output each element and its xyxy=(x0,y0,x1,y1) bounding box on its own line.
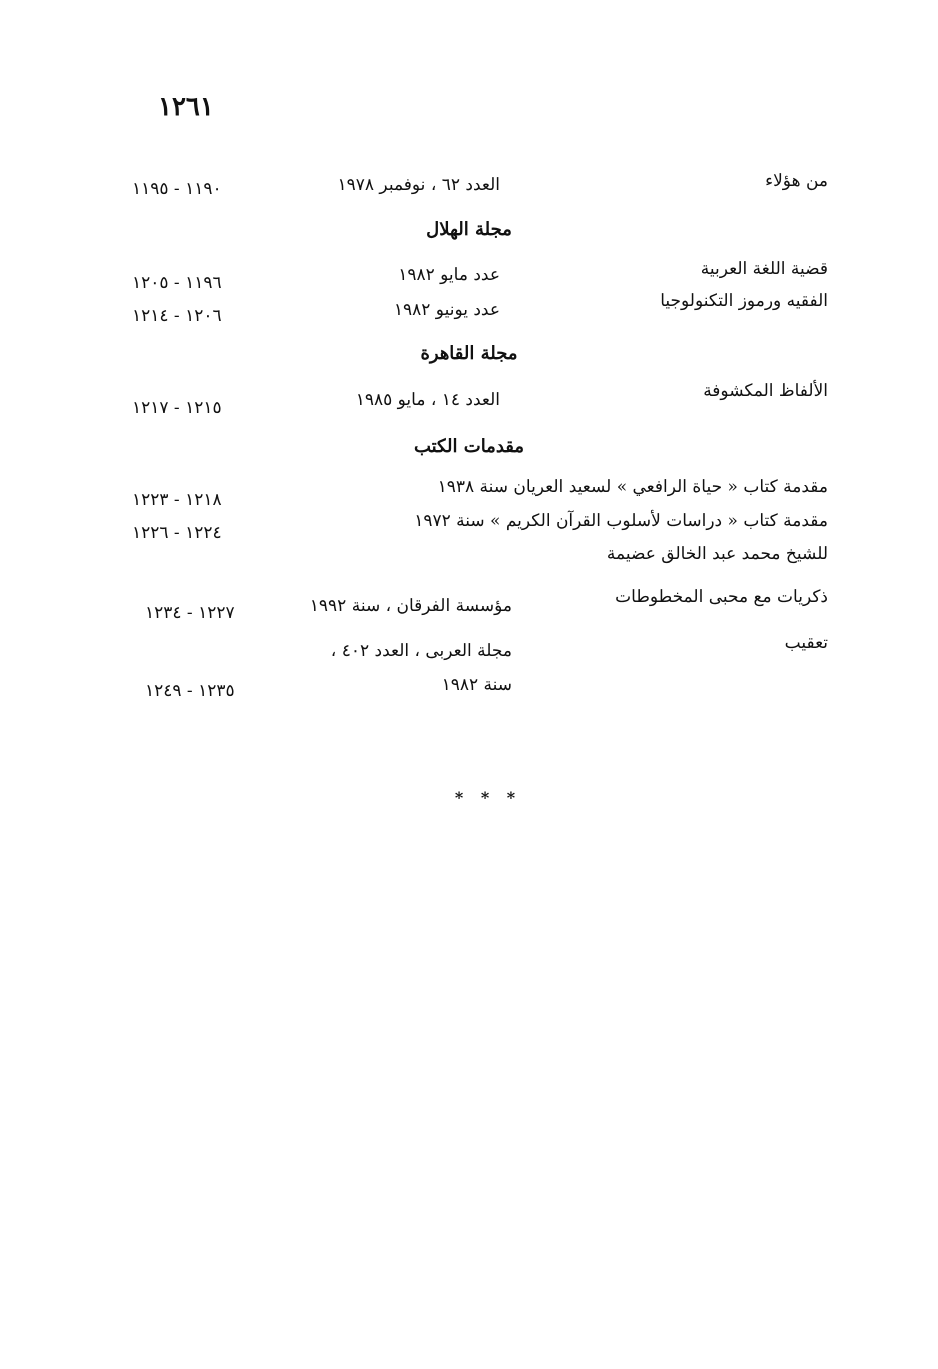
entry-source-continued: سنة ١٩٨٢ xyxy=(441,675,512,695)
intro-entry: مقدمة كتاب « حياة الرافعي » لسعيد العريان سنة ١٩٣٨ xyxy=(437,477,828,497)
entry-title: قضية اللغة العربية xyxy=(700,259,828,279)
entry-pages: ١٢٣٥ - ١٢٤٩ xyxy=(145,681,235,701)
entry-title: الفقيه ورموز التكنولوجيا xyxy=(660,291,828,311)
entry-title: الألفاظ المكشوفة xyxy=(703,381,828,401)
entry-pages: ١٢١٥ - ١٢١٧ xyxy=(132,398,222,418)
section-heading-cairo: مجلة القاهرة xyxy=(420,343,518,364)
entry-pages: ١١٩٦ - ١٢٠٥ xyxy=(132,273,222,293)
entry-source: العدد ١٤ ، مايو ١٩٨٥ xyxy=(355,390,500,410)
entry-source: عدد يونيو ١٩٨٢ xyxy=(393,300,500,320)
entry-pages: ١١٩٠ - ١١٩٥ xyxy=(132,179,222,199)
intro-entry-continued: للشيخ محمد عبد الخالق عضيمة xyxy=(606,544,828,564)
entry-pages: ١٢٠٦ - ١٢١٤ xyxy=(132,306,222,326)
intro-entry: مقدمة كتاب « دراسات لأسلوب القرآن الكريم » سنة ١٩٧٢ xyxy=(414,511,828,531)
entry-title: ذكريات مع محبى المخطوطات xyxy=(615,587,828,607)
entry-title: تعقيب xyxy=(784,633,828,653)
page-number: ١٢٦١ xyxy=(158,92,214,122)
entry-pages: ١٢٢٧ - ١٢٣٤ xyxy=(145,603,235,623)
intro-pages: ١٢٢٤ - ١٢٢٦ xyxy=(132,523,222,543)
entry-source: مجلة العربى ، العدد ٤٠٢ ، xyxy=(330,641,512,661)
entry-source: مؤسسة الفرقان ، سنة ١٩٩٢ xyxy=(309,596,512,616)
end-mark: * * * xyxy=(454,788,522,807)
entry-source: العدد ٦٢ ، نوفمبر ١٩٧٨ xyxy=(337,175,500,195)
section-heading-intros: مقدمات الكتب xyxy=(413,436,525,457)
section-heading-hilal: مجلة الهلال xyxy=(426,219,512,240)
entry-source: عدد مايو ١٩٨٢ xyxy=(398,265,500,285)
intro-pages: ١٢١٨ - ١٢٢٣ xyxy=(132,490,222,510)
entry-title: من هؤلاء xyxy=(765,171,828,191)
